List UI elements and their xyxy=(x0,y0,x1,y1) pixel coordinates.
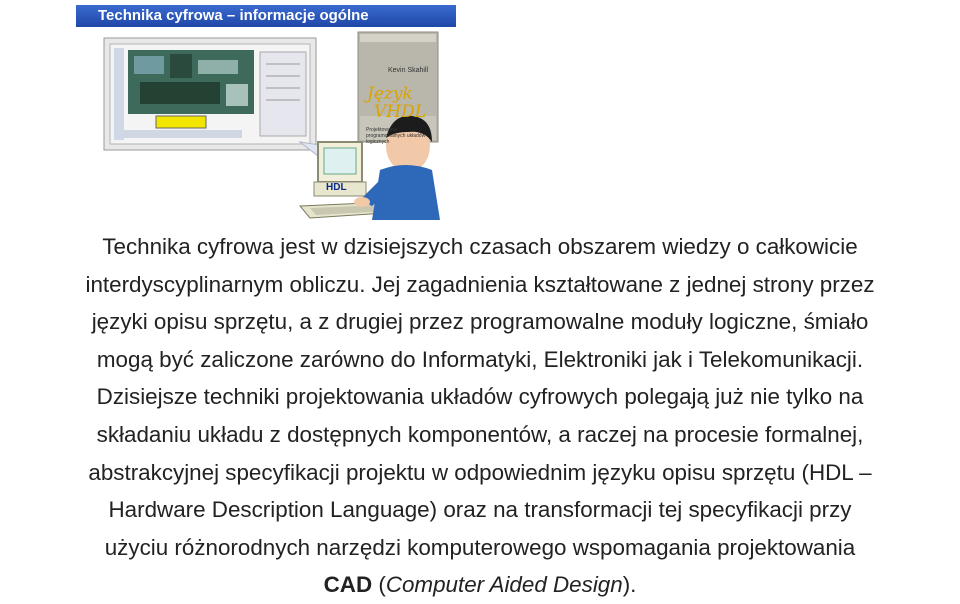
circuit-board-screenshot-icon xyxy=(104,38,316,150)
illustration-graphic xyxy=(0,30,960,220)
paren-close: ). xyxy=(622,572,637,598)
book-title-line1: Język xyxy=(367,84,413,104)
body-line-5: Dzisiejsze techniki projektowania układów cyfrowych polegają już nie tylko na xyxy=(96,384,864,410)
illustration xyxy=(0,30,960,220)
page-banner: Technika cyfrowa – informacje ogólne xyxy=(76,5,456,27)
body-line-4: mogą być zaliczone zarówno do Informatyki, Elektroniki jak i Telekomunikacji. xyxy=(96,346,864,372)
book-author: Kevin Skahill xyxy=(388,67,429,74)
book-title-line2: VHDL xyxy=(374,102,427,122)
cad-expansion: Computer Aided Design xyxy=(385,572,623,598)
book-subtitle: Projektowanie programowalnych układów logicznych xyxy=(366,127,426,145)
body-line-8: Hardware Description Language) oraz na transformacji tej specyfikacji przy xyxy=(108,497,852,523)
body-line-1: Technika cyfrowa jest w dzisiejszych czasach obszarem wiedzy o całkowicie xyxy=(102,234,858,259)
body-line-3: języki opisu sprzętu, a z drugiej przez programowalne moduły logiczne, śmiało xyxy=(91,309,869,335)
monitor-label: HDL xyxy=(326,182,347,193)
body-paragraph xyxy=(0,228,960,604)
paren-open: ( xyxy=(372,572,386,598)
body-line-7: abstrakcyjnej specyfikacji projektu w odpowiednim języku opisu sprzętu (HDL – xyxy=(88,459,872,485)
body-line-9: użyciu różnorodnych narzędzi komputerowego wspomagania projektowania xyxy=(104,534,856,560)
body-line-2: interdyscyplinarnym obliczu. Jej zagadnienia kształtowane z jednej strony przez xyxy=(85,271,875,297)
body-line-10 xyxy=(0,566,960,604)
cad-abbreviation: CAD xyxy=(323,572,373,598)
body-line-6: składaniu układu z dostępnych komponentów, a raczej na procesie formalnej, xyxy=(96,421,864,447)
